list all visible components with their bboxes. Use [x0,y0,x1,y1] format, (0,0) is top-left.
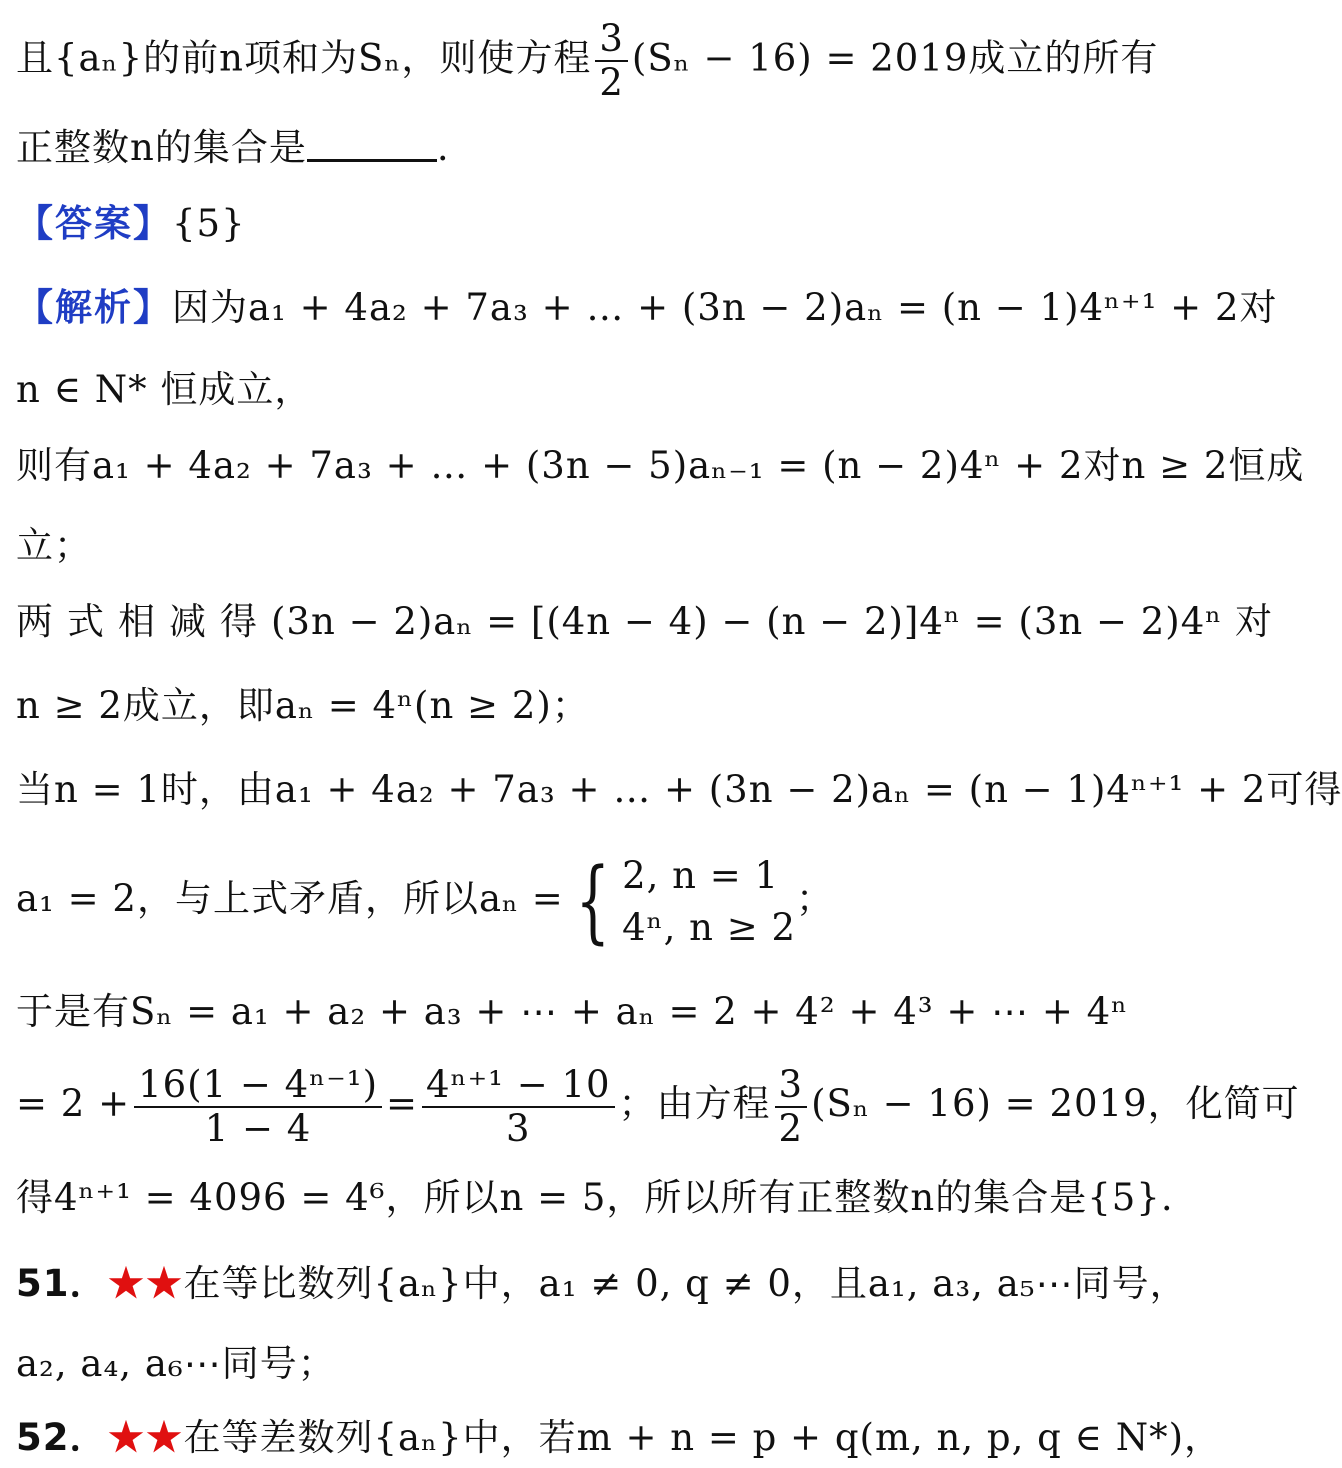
problem-text: 正整数n的集合是 [16,126,307,169]
solution-line-5 [16,592,1274,652]
solution-text: ；由方程 [618,1082,771,1125]
solution-text: ； [796,877,835,920]
fraction-numerator: 3 [775,1064,808,1108]
item-51 [16,1254,1188,1314]
fraction-denominator: 3 [506,1106,531,1150]
problem-text: . [436,126,450,169]
solution-text: 因为a₁ + 4a₂ + 7a₃ + … + (3n − 2)aₙ = (n − 1)4ⁿ⁺¹ + 2对 [172,286,1278,329]
fraction-three-halves [775,1064,808,1150]
solution-line-4 [16,516,1066,576]
answer-line [16,194,1066,254]
solution-text: 得4ⁿ⁺¹ = 4096 = 4⁶，所以n = 5，所以所有正整数n的集合是{5}. [16,1176,1174,1219]
problem-text: (Sₙ − 16) = 2019成立的所有 [631,36,1159,80]
problem-text: 且{aₙ}的前n项和为Sₙ，则使方程 [16,36,592,80]
item-text: 在等差数列{aₙ}中，若m + n = p + q(m, n, p, q ∈ N*)， [183,1416,1223,1459]
solution-line-2 [16,360,1066,420]
solution-text: (3n − 2)aₙ = [(4n − 4) − (n − 2)]4ⁿ = (3n − 2)4ⁿ 对 [271,600,1274,643]
solution-line-10 [16,1052,1300,1156]
solution-line-6 [16,676,1066,736]
answer-value: {5} [172,202,246,245]
solution-text: a₁ = 2，与上式矛盾，所以aₙ = [16,877,564,920]
case-row: 4ⁿ, n ≥ 2 [622,905,797,949]
item-text: a₂, a₄, a₆⋯同号； [16,1342,336,1385]
solution-text: 于是有Sₙ = a₁ + a₂ + a₃ + ⋯ + aₙ = 2 + 4² + 4³ + ⋯ + 4ⁿ [16,990,1129,1033]
item-number: 52． [16,1416,108,1459]
item-number: 51． [16,1262,108,1305]
solution-line-9 [16,982,1129,1042]
fraction-numerator: 4ⁿ⁺¹ − 10 [422,1064,615,1108]
solution-text: 立； [16,524,92,567]
piecewise-definition [564,850,796,954]
fraction-denominator: 1 − 4 [204,1106,312,1150]
solution-line-11 [16,1168,1174,1228]
fraction-denominator: 2 [599,61,624,104]
solution-text: = [386,1082,419,1125]
solution-text: n ∈ N* 恒成立， [16,368,313,411]
solution-label: 【解析】 [16,286,172,329]
solution-line-3 [16,436,1305,496]
fraction-numerator: 3 [595,18,628,62]
left-brace: { [575,848,611,954]
difficulty-stars: ★★ [107,1262,184,1305]
solution-line-8 [16,844,1066,954]
fraction-three-halves [595,18,628,104]
solution-line-7 [16,760,1342,820]
fraction-numerator: 16(1 − 4ⁿ⁻¹) [134,1064,382,1108]
difficulty-stars: ★★ [107,1416,184,1459]
fraction-denominator: 2 [778,1106,804,1150]
solution-text: 则有a₁ + 4a₂ + 7a₃ + … + (3n − 5)aₙ₋₁ = (n − 2)4ⁿ + 2对n ≥ 2恒成 [16,444,1305,487]
answer-blank [307,119,437,162]
answer-label: 【答案】 [16,202,172,245]
solution-text: = 2 + [16,1082,131,1125]
item-52 [16,1408,1223,1468]
solution-text: 两式相减得 [16,600,271,643]
item-text: 在等比数列{aₙ}中，a₁ ≠ 0, q ≠ 0，且a₁, a₃, a₅⋯同号， [183,1262,1188,1305]
case-row: 2, n = 1 [622,853,780,897]
solution-text: 当n = 1时，由a₁ + 4a₂ + 7a₃ + … + (3n − 2)aₙ = (n − 1)4ⁿ⁺¹ + 2可得 [16,768,1342,811]
problem-line-1 [16,17,1159,104]
item-51-continued [16,1334,1066,1394]
solution-text: (Sₙ − 16) = 2019，化简可 [811,1082,1300,1125]
problem-line-2 [16,118,1066,178]
solution-line-1 [16,278,1278,338]
fraction-geometric-sum [134,1064,382,1150]
fraction-simplified [422,1064,615,1150]
solution-text: n ≥ 2成立，即aₙ = 4ⁿ(n ≥ 2)； [16,684,590,727]
